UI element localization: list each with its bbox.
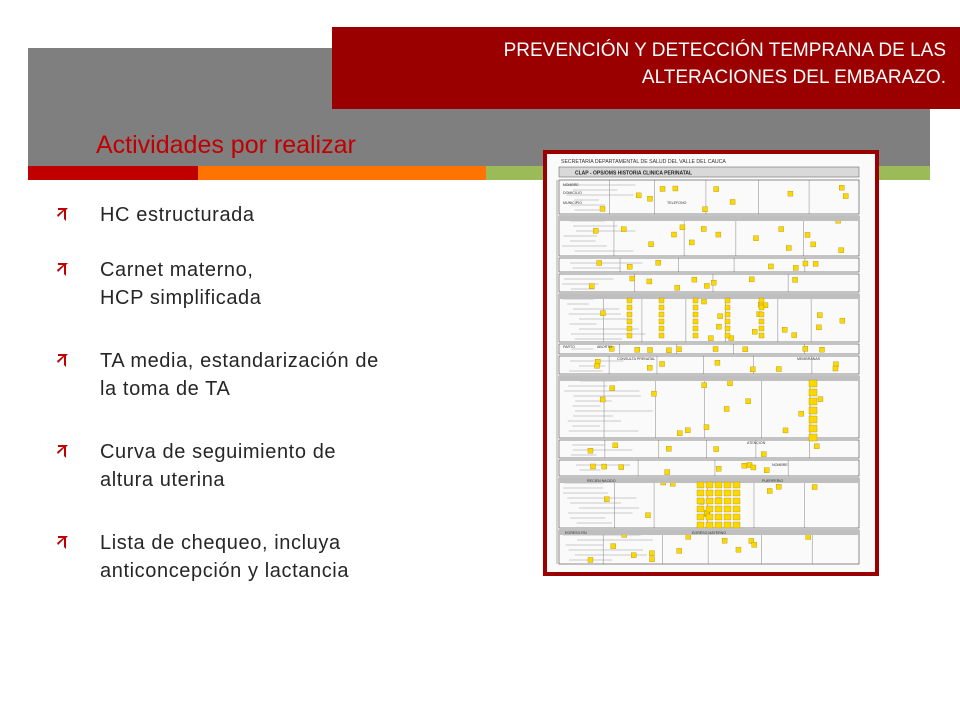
- form-header-text: SECRETARIA DEPARTAMENTAL DE SALUD DEL VALLE DEL CAUCA: [561, 159, 726, 165]
- perinatal-form-drawing: [547, 154, 875, 572]
- accent-strip-orange: [198, 166, 486, 180]
- header-title-line-2: ALTERACIONES DEL EMBARAZO.: [641, 67, 946, 88]
- form-field-label: MUNICIPIO: [563, 201, 582, 205]
- form-field-label: DOMICILIO: [563, 191, 582, 195]
- form-field-label: ABORTO: [597, 345, 613, 349]
- form-field-label: ATENCION: [747, 441, 766, 445]
- slide-header-box: [332, 27, 960, 109]
- bullet-text: HC estructurada: [100, 204, 255, 226]
- form-field-label: NOMBRE: [563, 183, 579, 187]
- bullet-arrow-icon: [56, 442, 70, 460]
- form-field-label: MEMBRANAS: [797, 357, 821, 361]
- perinatal-form-image: [543, 150, 879, 576]
- accent-strip-red: [28, 166, 198, 180]
- form-field-label: EGRESO RN: [565, 531, 587, 535]
- header-title-line-1: PREVENCIÓN Y DETECCIÓN TEMPRANA DE LAS: [503, 40, 946, 61]
- bullet-text: TA media, estandarización de la toma de TA: [100, 350, 379, 400]
- form-field-label: RECIEN NACIDO: [587, 479, 616, 483]
- bullet-arrow-icon: [56, 533, 70, 551]
- form-field-label: TELEFONO: [667, 201, 687, 205]
- bullet-text: Curva de seguimiento de altura uterina: [100, 441, 337, 491]
- form-title-text: CLAP - OPS/OMS HISTORIA CLINICA PERINATAL: [575, 170, 693, 177]
- form-field-label: NOMBRE: [772, 463, 788, 467]
- form-field-label: PUERPERIO: [762, 479, 784, 483]
- bullet-text: Carnet materno, HCP simplificada: [100, 259, 262, 309]
- form-field-label: CONSULTA PRENATAL: [617, 357, 656, 361]
- bullet-arrow-icon: [56, 205, 70, 223]
- bullet-arrow-icon: [56, 351, 70, 369]
- form-field-label: PARTO: [563, 345, 575, 349]
- section-title: Actividades por realizar: [96, 131, 356, 159]
- bullet-arrow-icon: [56, 260, 70, 278]
- bullet-text: Lista de chequeo, incluya anticoncepción y lactancia: [100, 532, 350, 582]
- form-field-label: EGRESO MATERNO: [692, 531, 727, 535]
